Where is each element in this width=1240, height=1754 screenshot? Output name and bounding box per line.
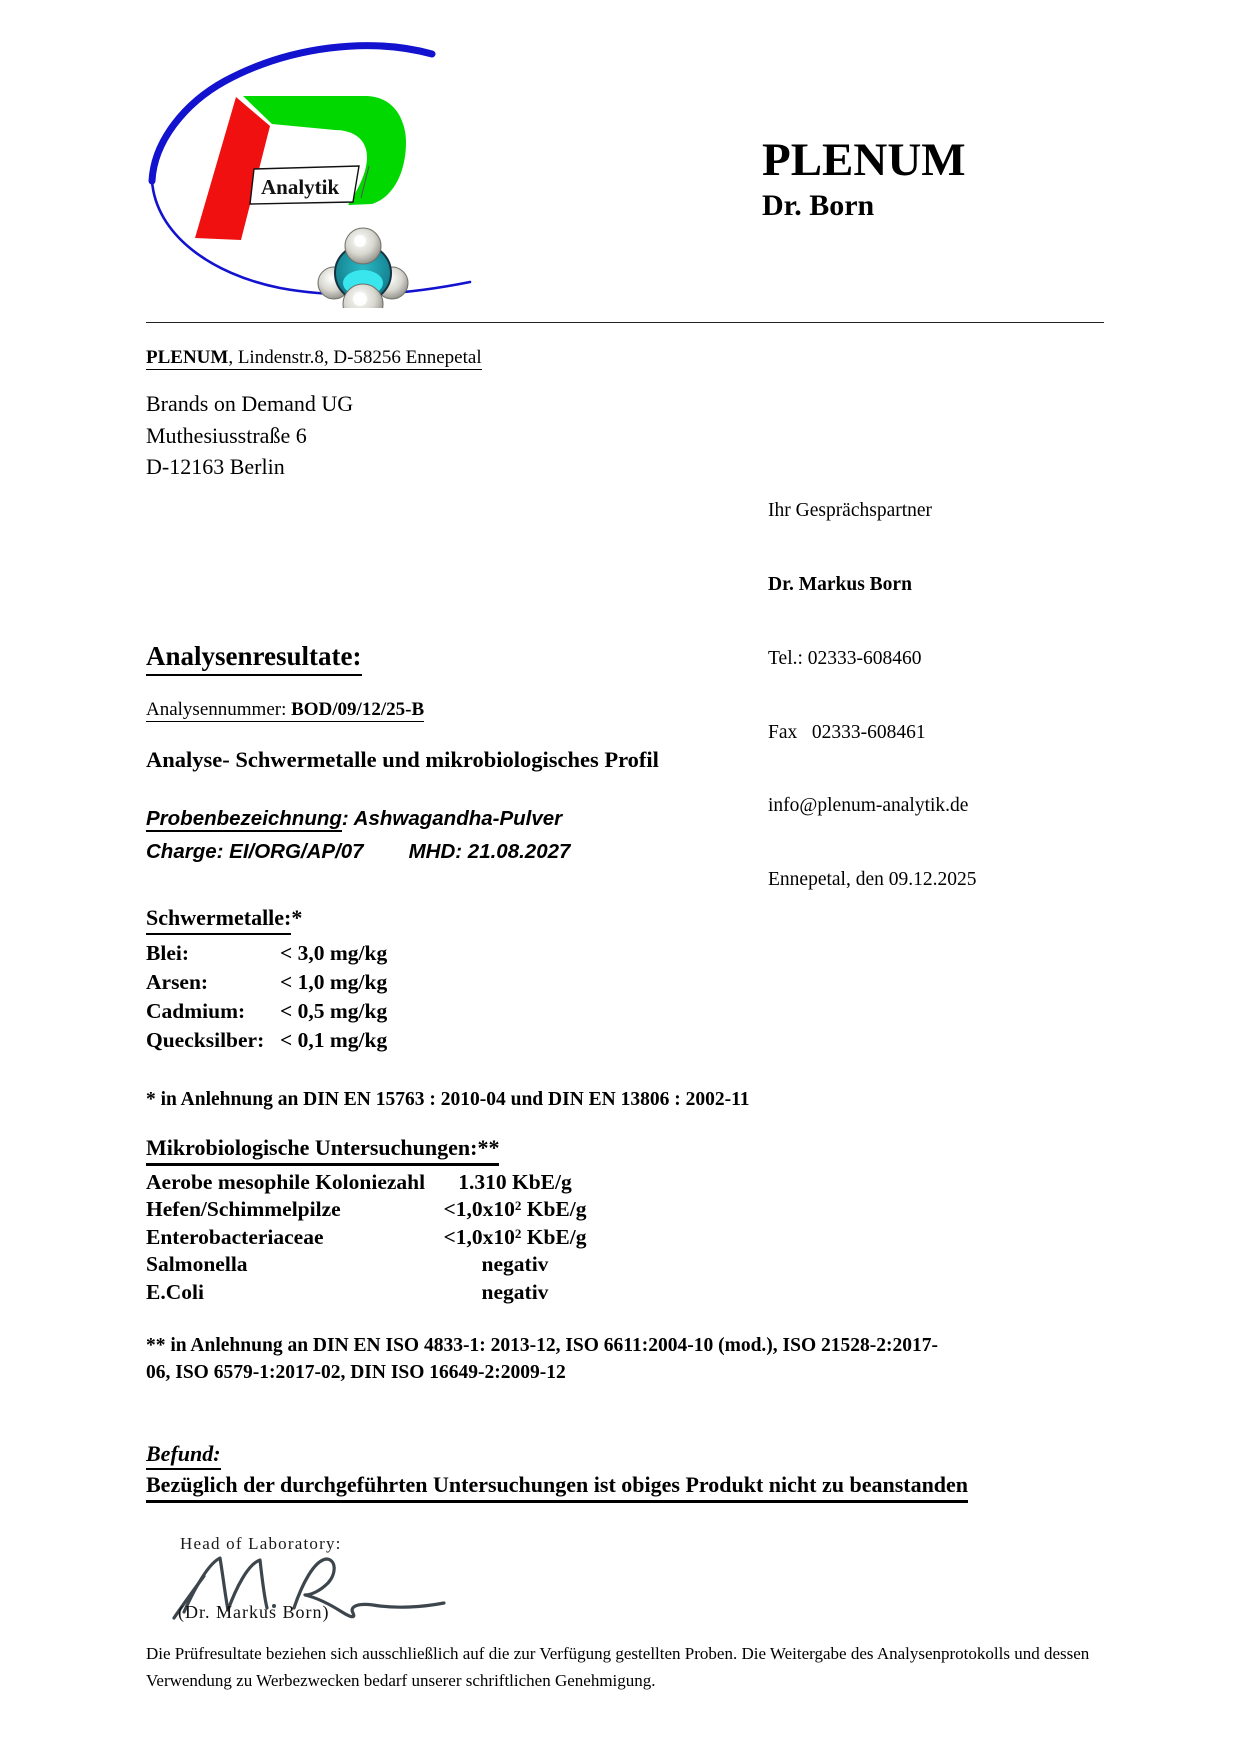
contact-fax: Fax 02333-608461 <box>768 721 926 743</box>
analysis-number-label: Analysennummer: <box>146 699 292 720</box>
recipient-line: Brands on Demand UG <box>146 391 354 416</box>
contact-tel: Tel.: 02333-608460 <box>768 647 922 669</box>
table-row <box>146 1028 388 1057</box>
micro-value: negativ <box>481 1252 549 1277</box>
table-row <box>146 1170 572 1197</box>
brand-title: PLENUM <box>762 134 966 186</box>
microbiology-footnote-line: ** in Anlehnung an DIN EN ISO 4833-1: 2013-12, ISO 6611:2004-10 (mod.), ISO 21528-2:2017- <box>146 1335 939 1356</box>
molecule-graphic <box>318 228 408 308</box>
microbiology-footnote <box>146 1332 1126 1386</box>
brand-subtitle: Dr. Born <box>762 189 875 223</box>
micro-label: Aerobe mesophile Koloniezahl <box>146 1170 426 1194</box>
micro-value-unit: KbE/g <box>521 1224 587 1249</box>
table-row <box>146 1197 587 1224</box>
metal-value: < 0,1 mg/kg <box>280 1028 388 1052</box>
analysis-title: Analyse- Schwermetalle und mikrobiologisches Profil <box>146 747 659 772</box>
contact-intro: Ihr Gesprächspartner <box>768 500 933 522</box>
metal-label: Arsen: <box>146 970 209 994</box>
footer-disclaimer <box>146 1640 1126 1694</box>
footer-line: Verwendung zu Werbezwecken bedarf unserer schriftlichen Genehmigung. <box>146 1671 656 1690</box>
table-row <box>146 1279 549 1307</box>
analysis-number-line <box>146 699 424 721</box>
sender-line <box>146 347 482 369</box>
table-row <box>146 999 388 1028</box>
recipient-line: D-12163 Berlin <box>146 454 285 479</box>
metal-value: < 1,0 mg/kg <box>280 970 388 994</box>
sample-label: Probenbezeichnung <box>146 807 342 830</box>
metal-label: Cadmium: <box>146 999 246 1023</box>
mhd-value: MHD: 21.08.2027 <box>408 840 571 863</box>
footer-line: Die Prüfresultate beziehen sich ausschließlich auf die zur Verfügung gestellten Proben. Die Weitergabe des Analysenprotokolls und dessen <box>146 1644 1090 1663</box>
microbiology-heading: Mikrobiologische Untersuchungen:** <box>146 1135 499 1166</box>
micro-label: Salmonella <box>146 1252 248 1277</box>
logo-label-text: Analytik <box>261 175 340 199</box>
contact-email: info@plenum-analytik.de <box>768 795 969 817</box>
microbiology-footnote-line: 06, ISO 6579-1:2017-02, DIN ISO 16649-2:2009-12 <box>146 1362 566 1383</box>
microbiology-table <box>146 1170 587 1307</box>
contact-place-date: Ennepetal, den 09.12.2025 <box>768 869 977 891</box>
heavy-metals-table <box>146 941 388 1057</box>
table-row <box>146 970 388 999</box>
conclusion-statement: Bezüglich der durchgeführten Untersuchungen ist obiges Produkt nicht zu beanstanden <box>146 1472 968 1503</box>
heavy-metals-marker: * <box>291 905 303 930</box>
micro-label: Hefen/Schimmelpilze <box>146 1197 341 1222</box>
sender-address: , Lindenstr.8, D-58256 Ennepetal <box>228 347 482 368</box>
charge-value: Charge: EI/ORG/AP/07 <box>146 840 364 863</box>
brand-block <box>762 136 966 223</box>
heavy-metals-heading: Schwermetalle:* <box>146 905 302 935</box>
table-row <box>146 1252 549 1279</box>
micro-value: <1,0x10 <box>443 1224 515 1249</box>
micro-value: negativ <box>481 1279 549 1304</box>
metal-value: < 0,5 mg/kg <box>280 999 388 1023</box>
micro-value: <1,0x10 <box>443 1197 515 1222</box>
company-logo <box>140 36 472 308</box>
table-row <box>146 1224 587 1252</box>
metal-value: < 3,0 mg/kg <box>280 941 388 965</box>
metal-label: Blei: <box>146 941 189 965</box>
micro-label: Enterobacteriaceae <box>146 1224 324 1249</box>
header-divider <box>146 322 1104 323</box>
micro-value-unit: KbE/g <box>521 1197 587 1222</box>
recipient-line: Muthesiusstraße 6 <box>146 422 307 448</box>
sender-name: PLENUM <box>146 347 229 368</box>
signoff-role: Head of Laboratory: <box>180 1534 342 1553</box>
metal-label: Quecksilber: <box>146 1028 265 1052</box>
befund-label: Befund: <box>146 1441 221 1470</box>
charge-line <box>146 840 570 864</box>
micro-value-exponent: 2 <box>514 1198 522 1214</box>
micro-label: E.Coli <box>146 1279 204 1304</box>
signoff-name: (Dr. Markus Born) <box>178 1602 330 1622</box>
heavy-metals-footnote: * in Anlehnung an DIN EN 15763 : 2010-04 und DIN EN 13806 : 2002-11 <box>146 1089 750 1110</box>
contact-block <box>768 450 977 942</box>
micro-value: 1.310 KbE/g <box>458 1170 572 1194</box>
contact-name: Dr. Markus Born <box>768 573 912 595</box>
analysis-number-value: BOD/09/12/25-B <box>291 699 425 720</box>
sample-line <box>146 807 562 831</box>
recipient-address <box>146 388 353 483</box>
table-row <box>146 941 388 970</box>
micro-value-exponent: 2 <box>514 1225 522 1241</box>
sample-value: : Ashwagandha-Pulver <box>341 807 563 830</box>
results-title: Analysenresultate: <box>146 641 362 676</box>
